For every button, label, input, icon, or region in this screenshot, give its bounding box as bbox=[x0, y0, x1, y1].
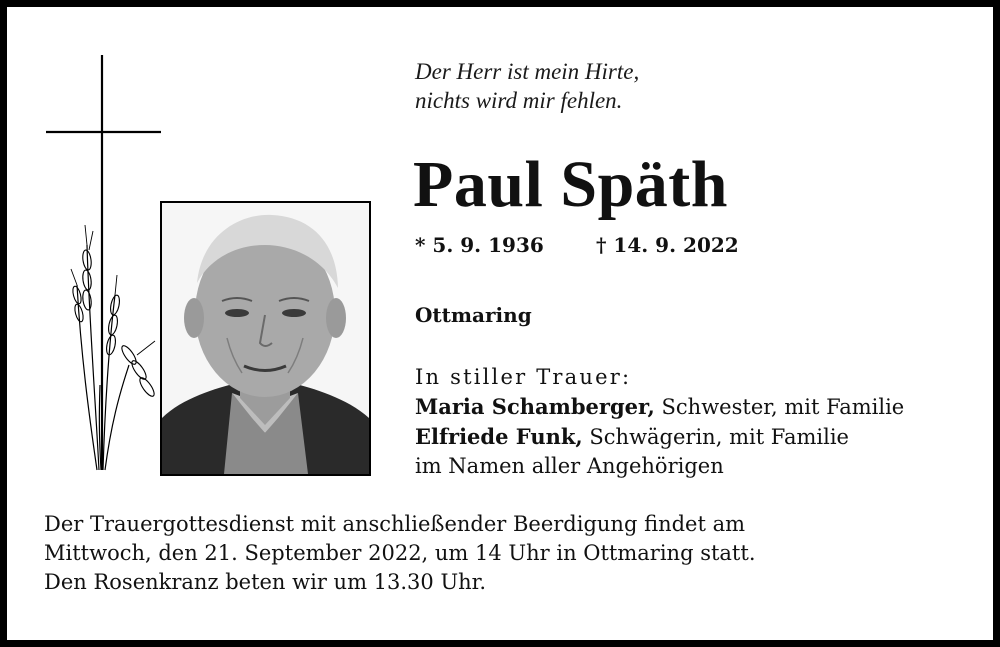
birth-date: * 5. 9. 1936 bbox=[415, 233, 544, 257]
place-of-residence: Ottmaring bbox=[415, 303, 532, 327]
death-date: † 14. 9. 2022 bbox=[596, 233, 739, 257]
portrait-photo bbox=[160, 201, 371, 476]
mourner-relation: Schwägerin, mit Familie bbox=[582, 425, 849, 449]
service-line: Der Trauergottesdienst mit anschließender Beerdigung findet am bbox=[44, 512, 746, 536]
wheat-icon bbox=[71, 225, 157, 470]
service-line: Mittwoch, den 21. September 2022, um 14 Uhr in Ottmaring statt. bbox=[44, 541, 756, 565]
mourner-name: Elfriede Funk, bbox=[415, 424, 583, 449]
mourner-relation: Schwester, mit Familie bbox=[654, 395, 905, 419]
service-line: Den Rosenkranz beten wir um 13.30 Uhr. bbox=[44, 570, 487, 594]
mourners-closing: im Namen aller Angehörigen bbox=[415, 454, 724, 478]
mourners-block bbox=[415, 363, 975, 481]
cross-with-wheat-icon bbox=[37, 55, 167, 480]
mourners-intro: In stiller Trauer: bbox=[415, 365, 632, 389]
motto-line: nichts wird mir fehlen. bbox=[415, 88, 623, 113]
mourner-row bbox=[415, 392, 975, 422]
mourner-row bbox=[415, 422, 975, 452]
mourner-name: Maria Schamberger, bbox=[415, 394, 655, 419]
funeral-service-info bbox=[44, 510, 964, 597]
motto bbox=[415, 57, 755, 115]
deceased-name: Paul Späth bbox=[413, 148, 728, 221]
motto-line: Der Herr ist mein Hirte, bbox=[415, 59, 640, 84]
cross-icon bbox=[46, 55, 161, 470]
